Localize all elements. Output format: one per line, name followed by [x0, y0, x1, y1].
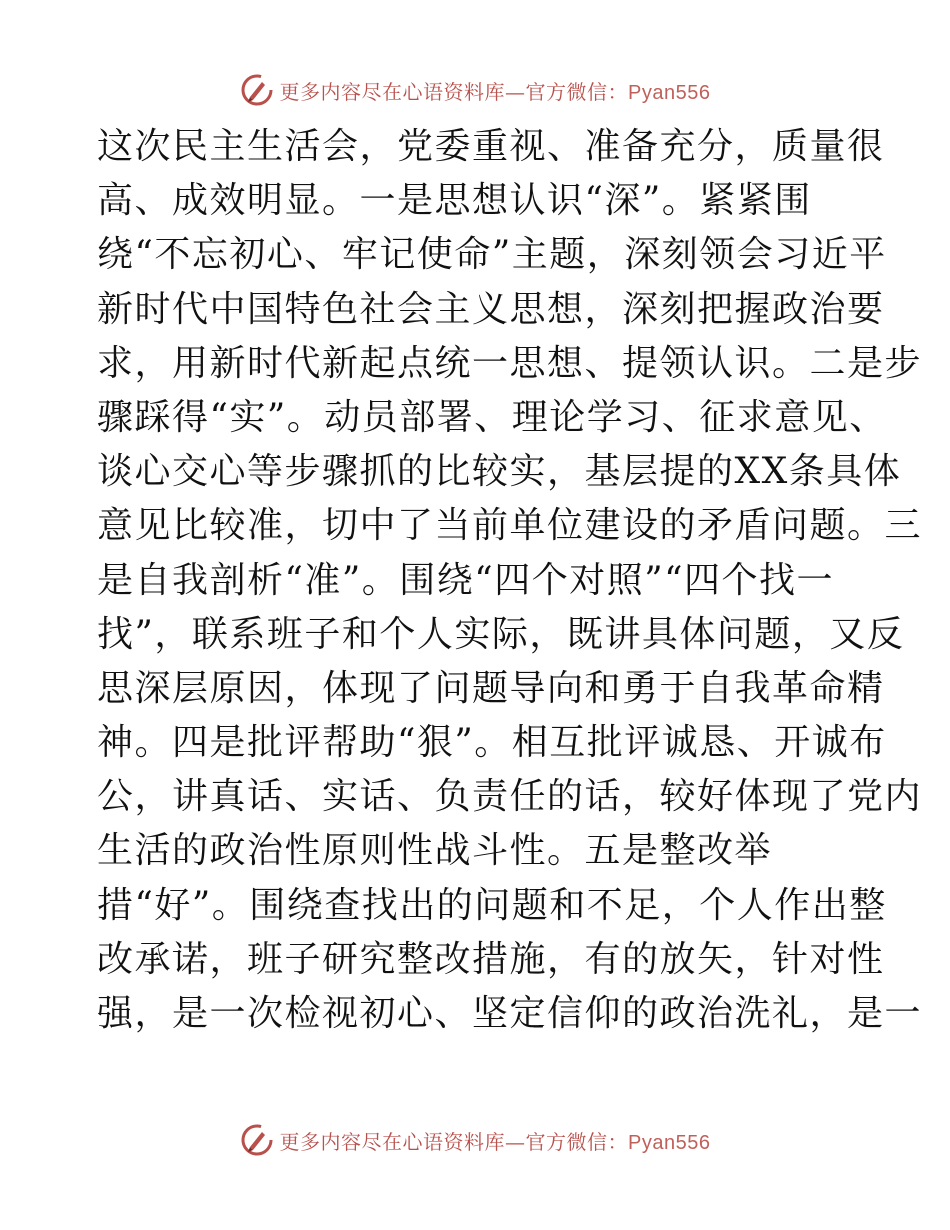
- header-watermark-label: 更多内容尽在心语资料库—官方微信：: [279, 79, 629, 104]
- document-body: [97, 120, 923, 1041]
- body-line: 意见比较准，切中了当前单位建设的矛盾问题。三: [97, 505, 923, 547]
- body-line: 改承诺，班子研究整改措施，有的放矢，针对性: [97, 938, 885, 980]
- body-line: 这次民主生活会，党委重视、准备充分，质量很: [97, 126, 885, 167]
- body-line: 神。四是批评帮助“狠”。相互批评诚恳、开诚布: [97, 722, 887, 764]
- pen-nib-logo-icon: [240, 1123, 274, 1157]
- footer-watermark: [0, 1120, 950, 1160]
- body-line: 公，讲真话、实话、负责任的话，较好体现了党内: [97, 776, 923, 818]
- footer-watermark-id: Pyan556: [628, 1131, 711, 1154]
- body-line: 措“好”。围绕查找出的问题和不足，个人作出整: [97, 884, 887, 926]
- body-line: 求，用新时代新起点统一思想、提领认识。二是步: [97, 342, 923, 384]
- body-line: 新时代中国特色社会主义思想，深刻把握政治要: [97, 288, 885, 330]
- body-line: 生活的政治性原则性战斗性。五是整改举: [97, 830, 773, 872]
- body-line: 绕“不忘初心、牢记使命”主题，深刻领会习近平: [97, 234, 887, 276]
- body-line: 找”，联系班子和个人实际，既讲具体问题，又反: [97, 613, 905, 655]
- footer-watermark-text: [280, 1126, 711, 1155]
- header-watermark-text: [280, 76, 711, 105]
- body-line: 高、成效明显。一是思想认识“深”。紧紧围: [97, 180, 812, 222]
- body-line: 思深层原因，体现了问题导向和勇于自我革命精: [97, 667, 885, 709]
- body-line: 谈心交心等步骤抓的比较实，基层提的XX条具体: [97, 451, 902, 493]
- body-line: 强，是一次检视初心、坚定信仰的政治洗礼，是一: [97, 993, 923, 1034]
- header-watermark-id: Pyan556: [628, 81, 711, 104]
- header-watermark: [0, 70, 950, 110]
- body-line: 骤踩得“实”。动员部署、理论学习、征求意见、: [97, 396, 887, 438]
- pen-nib-logo-icon: [240, 73, 274, 107]
- body-line: 是自我剖析“准”。围绕“四个对照”“四个找一: [97, 559, 835, 601]
- footer-watermark-label: 更多内容尽在心语资料库—官方微信：: [279, 1129, 629, 1154]
